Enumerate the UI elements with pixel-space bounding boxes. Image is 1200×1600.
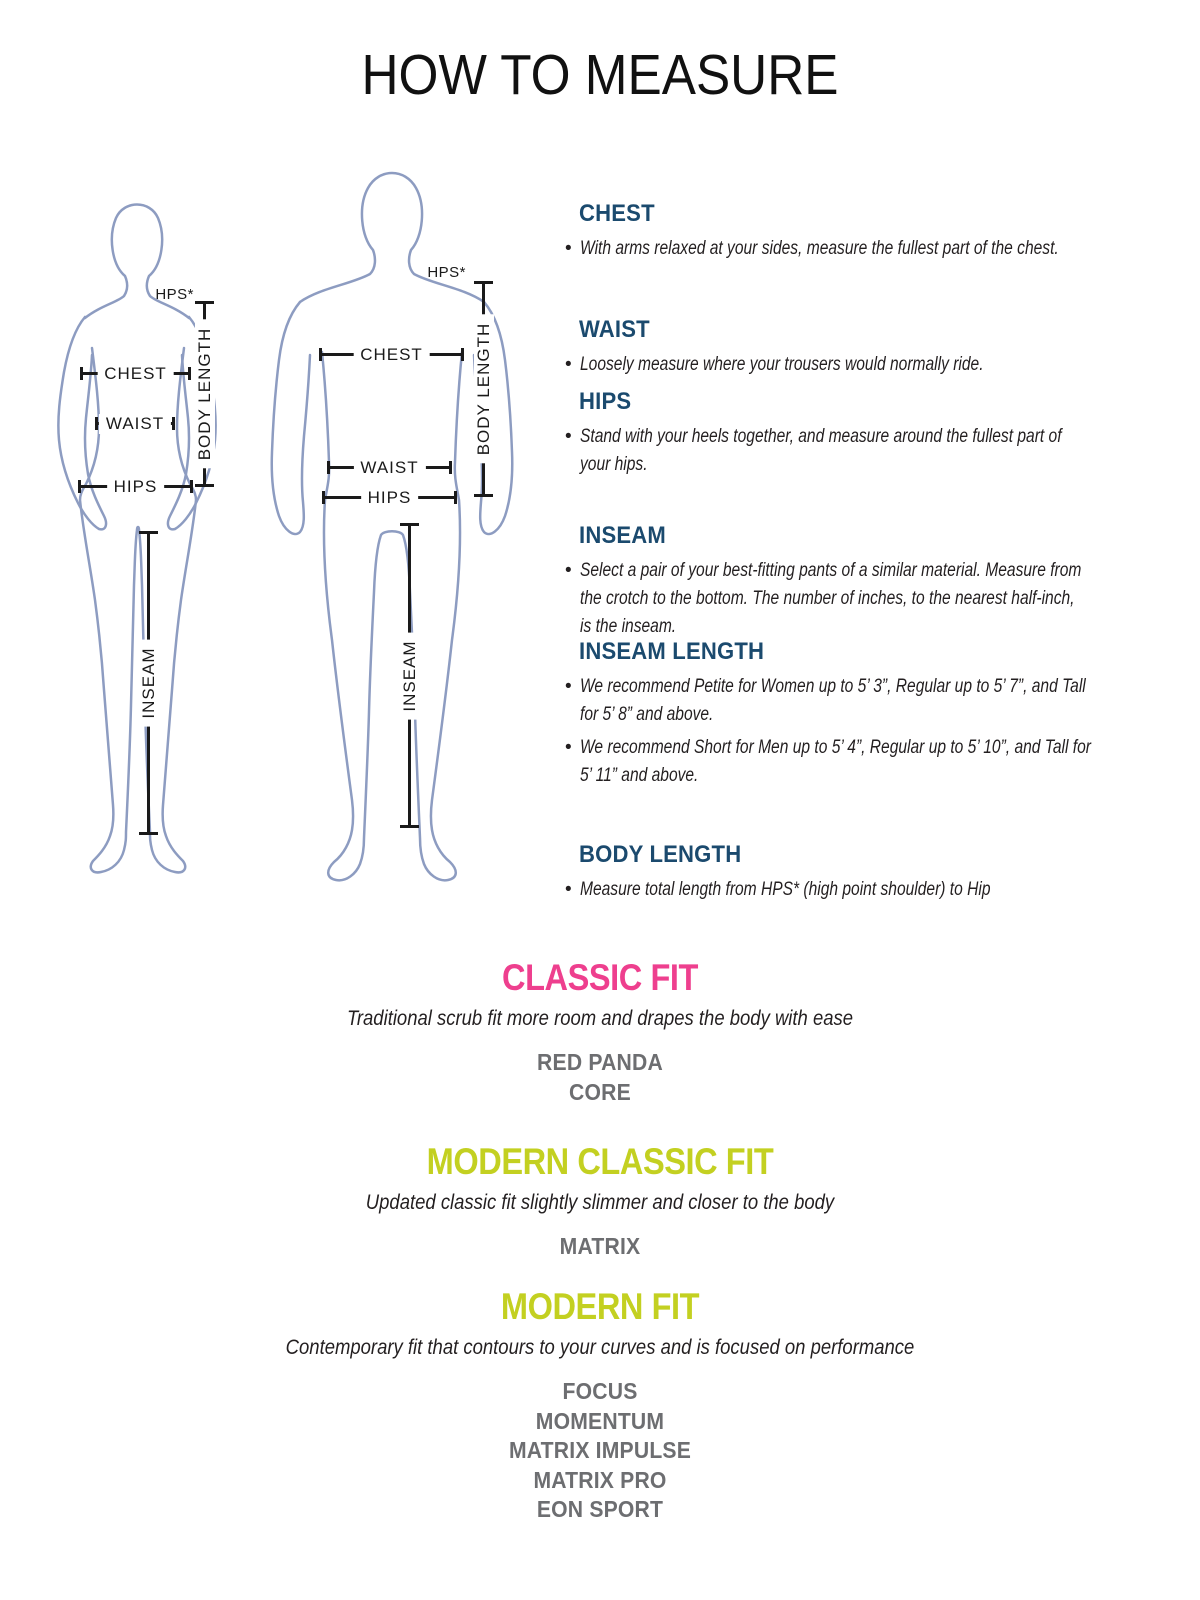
- bullet-text: • Select a pair of your best-fitting pants of a similar material. Measure from: [579, 560, 1082, 581]
- bullet-item: [563, 235, 1193, 263]
- bullet-text: • Measure total length from HPS* (high point shoulder) to Hip: [579, 879, 991, 900]
- female-chest-label: CHEST: [97, 364, 174, 384]
- female-body-length-label: BODY LENGTH: [195, 320, 215, 469]
- fit-description: Contemporary fit that contours to your curves and is focused on performance: [285, 1336, 915, 1359]
- bullet-item: [563, 673, 1193, 729]
- male-hips-label: HIPS: [361, 488, 419, 508]
- male-waist-line: [327, 457, 452, 477]
- section-heading: INSEAM: [579, 522, 666, 549]
- fit-name: MODERN FIT: [500, 1286, 700, 1327]
- female-waist-label: WAIST: [99, 414, 171, 434]
- brand-name: MATRIX IMPULSE: [508, 1437, 692, 1463]
- section-inseam: [563, 523, 1193, 646]
- section-heading: BODY LENGTH: [579, 841, 742, 868]
- bullet-item: [563, 734, 1193, 790]
- male-hps-label: HPS*: [427, 264, 466, 281]
- bullet-item: [563, 351, 1193, 379]
- bullet-text: • We recommend Petite for Women up to 5’ 3”, Regular up to 5’ 7”, and Tall: [579, 676, 1086, 697]
- brand-name: CORE: [569, 1078, 631, 1105]
- male-hips-line: [322, 487, 457, 507]
- section-heading: HIPS: [579, 388, 632, 415]
- fit-brand-list: [0, 1232, 1200, 1262]
- female-hips-label: HIPS: [107, 477, 165, 497]
- male-inseam-line: [399, 523, 419, 828]
- bullet-text: 5’ 11” and above.: [579, 765, 699, 786]
- male-figure-outline: [272, 173, 512, 880]
- section-heading: CHEST: [579, 200, 655, 227]
- fit-section-classic: [0, 958, 1200, 1107]
- bullet-text: • Stand with your heels together, and measure around the fullest part of: [579, 426, 1062, 447]
- page-title: HOW TO MEASURE: [361, 43, 839, 107]
- female-inseam-label: INSEAM: [139, 639, 159, 726]
- female-body-length-line: [194, 301, 214, 487]
- fit-description: Updated classic fit slightly slimmer and closer to the body: [365, 1191, 835, 1214]
- section-hips: [563, 389, 1193, 484]
- fit-description: Traditional scrub fit more room and drapes the body with ease: [346, 1007, 854, 1030]
- fit-brand-list: [0, 1377, 1200, 1525]
- bullet-item: [563, 557, 1193, 641]
- male-chest-label: CHEST: [353, 345, 430, 365]
- fit-section-modern-classic: [0, 1142, 1200, 1262]
- male-chest-line: [319, 344, 464, 364]
- fit-section-modern: [0, 1287, 1200, 1525]
- brand-name: MOMENTUM: [535, 1407, 665, 1434]
- section-waist: [563, 317, 1193, 384]
- bullet-text: the crotch to the bottom. The number of inches, to the nearest half-inch,: [579, 588, 1075, 609]
- female-hps-label: HPS*: [155, 286, 194, 303]
- female-hips-line: [78, 476, 193, 496]
- bullet-text: • With arms relaxed at your sides, measure the fullest part of the chest.: [579, 238, 1059, 259]
- fit-name: CLASSIC FIT: [502, 957, 698, 998]
- bullet-item: [563, 876, 1193, 904]
- female-waist-line: [95, 413, 175, 433]
- section-heading: INSEAM LENGTH: [579, 638, 765, 665]
- brand-name: MATRIX: [559, 1233, 641, 1259]
- bullet-text: • We recommend Short for Men up to 5’ 4”, Regular up to 5’ 10”, and Tall for: [579, 737, 1091, 758]
- section-body-length: [563, 842, 1193, 909]
- female-chest-line: [80, 363, 191, 383]
- bullet-text: is the inseam.: [579, 616, 676, 637]
- bullet-text: • Loosely measure where your trousers would normally ride.: [579, 354, 984, 375]
- section-inseam-length: [563, 639, 1193, 795]
- section-heading: WAIST: [579, 316, 650, 343]
- fit-name: MODERN CLASSIC FIT: [426, 1141, 774, 1182]
- female-inseam-line: [138, 531, 158, 835]
- fit-brand-list: [0, 1048, 1200, 1107]
- brand-name: FOCUS: [562, 1378, 638, 1404]
- male-body-length-label: BODY LENGTH: [474, 315, 494, 464]
- female-figure-outline: [58, 205, 215, 873]
- male-waist-label: WAIST: [353, 458, 425, 478]
- bullet-text: your hips.: [579, 454, 648, 475]
- brand-name: EON SPORT: [536, 1496, 664, 1522]
- section-chest: [563, 201, 1193, 268]
- brand-name: RED PANDA: [537, 1049, 663, 1075]
- bullet-text: for 5’ 8” and above.: [579, 704, 714, 725]
- bullet-item: [563, 423, 1193, 479]
- male-body-length-line: [473, 281, 493, 497]
- male-inseam-label: INSEAM: [400, 632, 420, 719]
- brand-name: MATRIX PRO: [533, 1466, 667, 1493]
